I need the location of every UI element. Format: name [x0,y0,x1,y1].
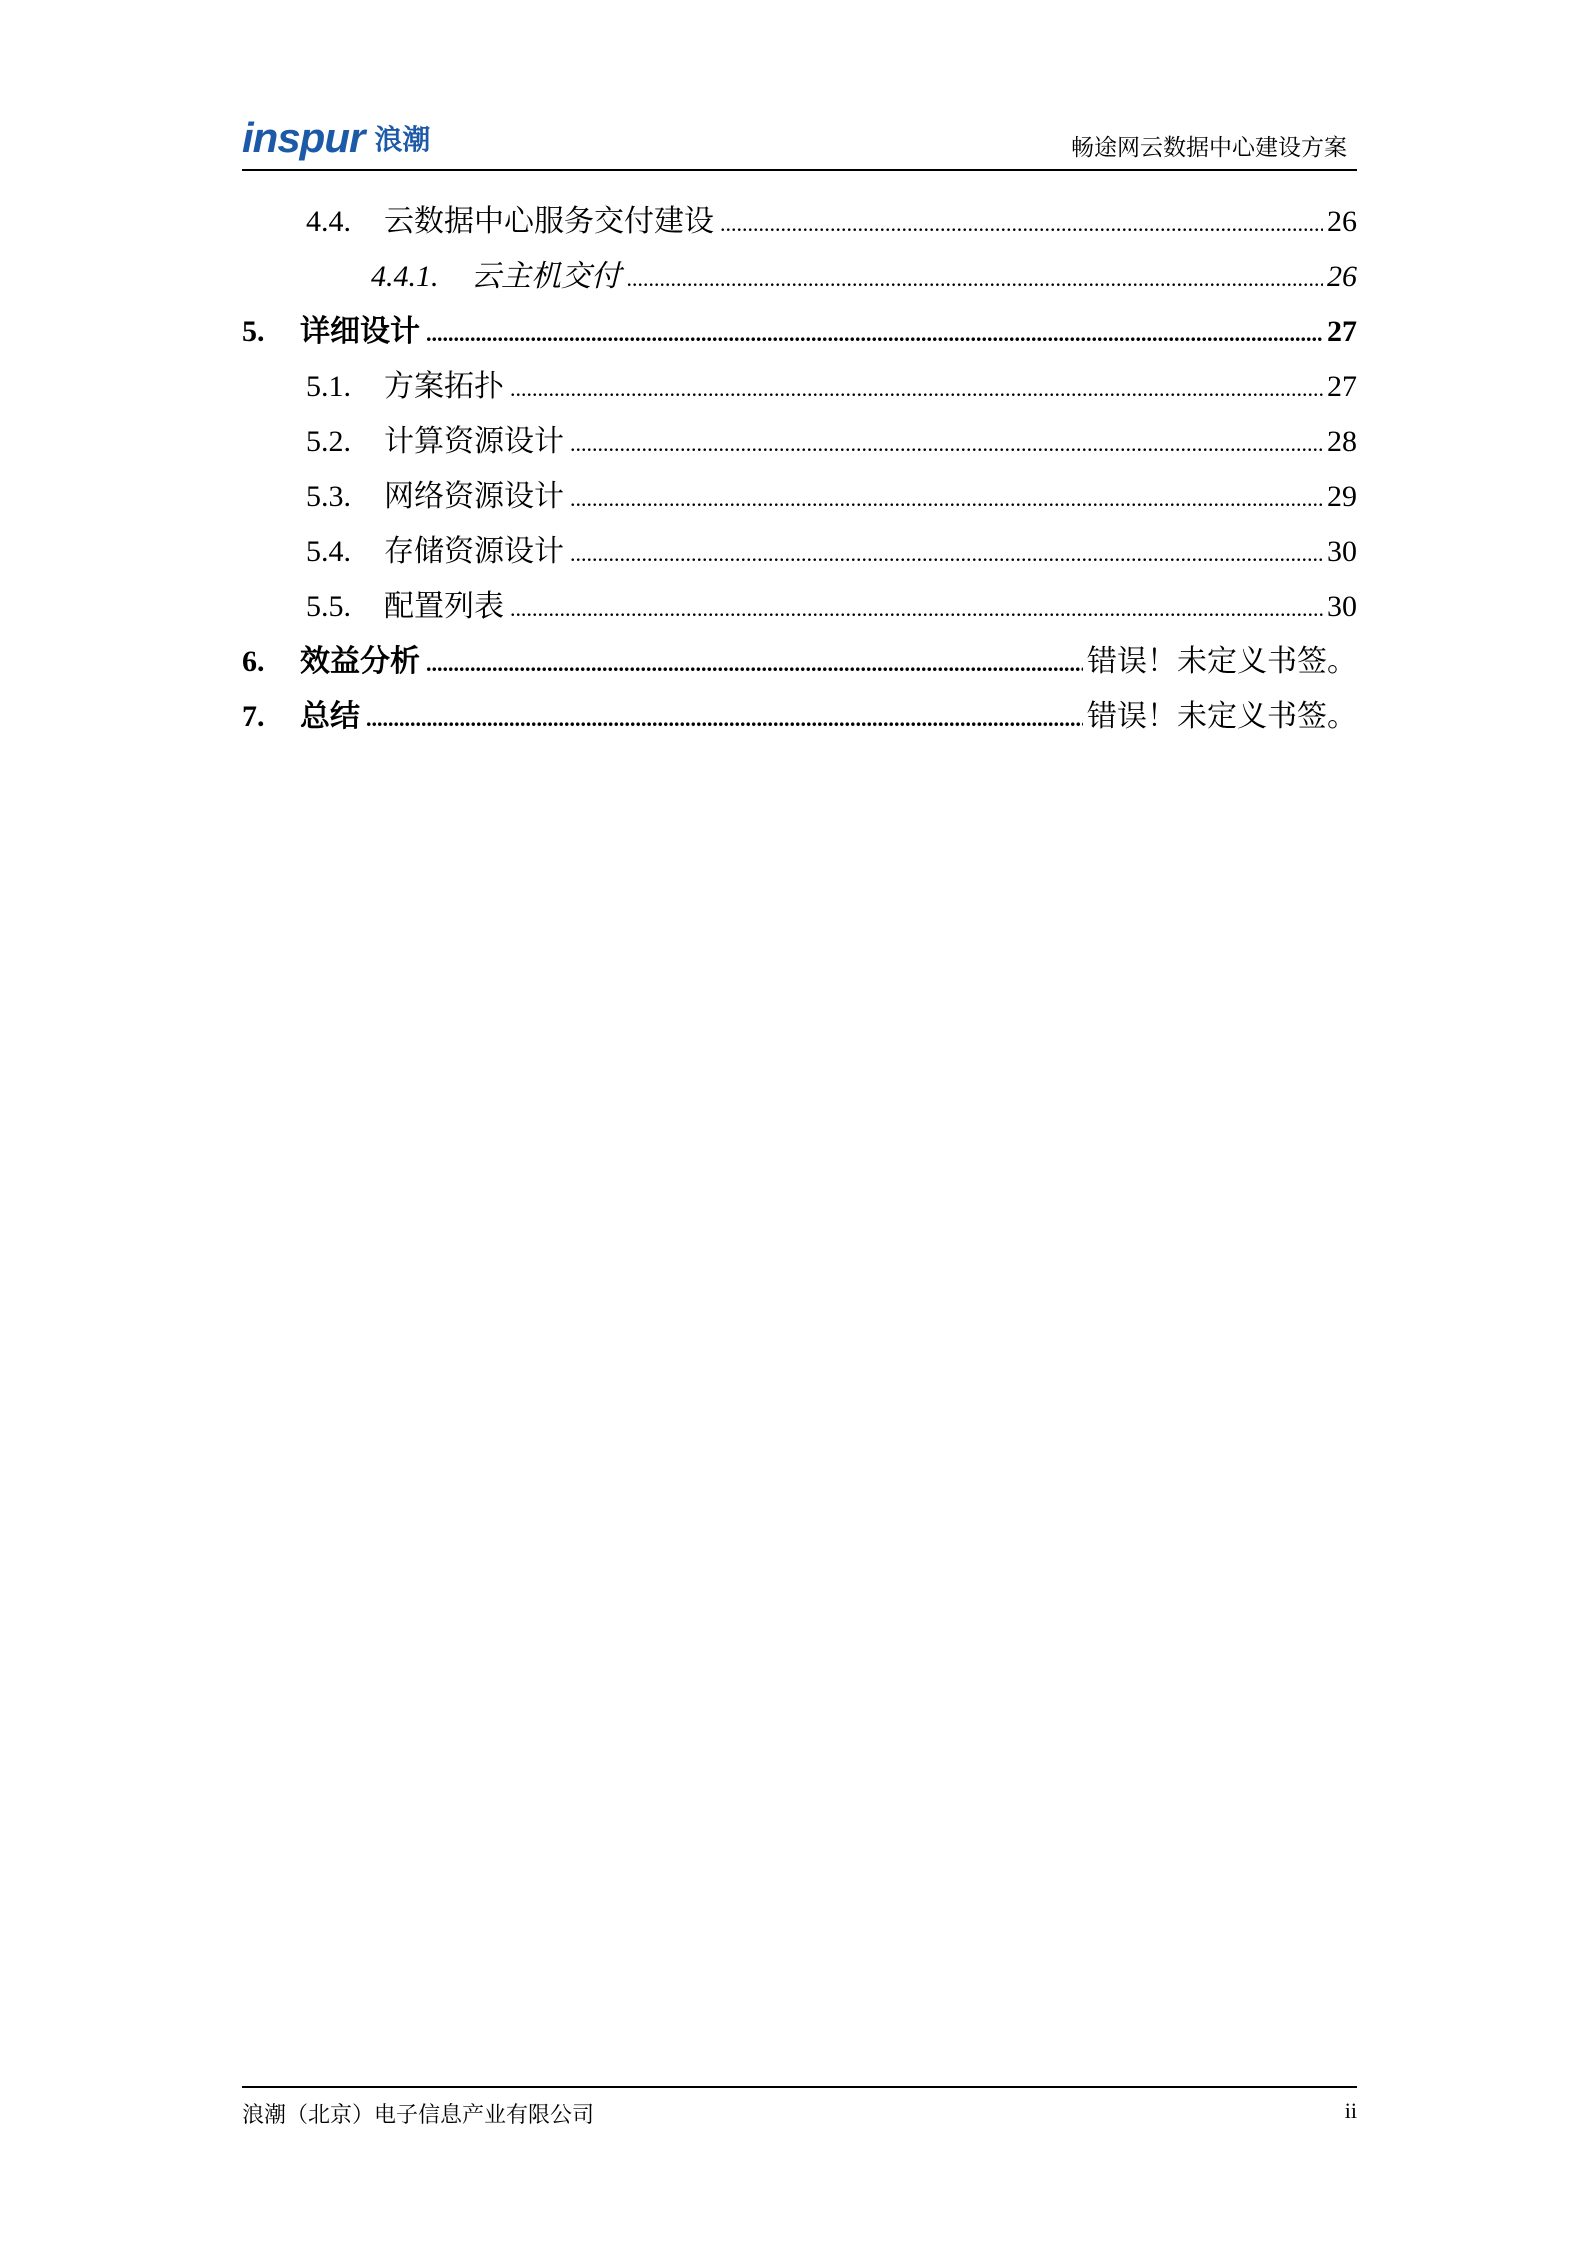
toc-entry[interactable] [242,532,1357,587]
toc-leader [570,532,1323,574]
document-title: 畅途网云数据中心建设方案 [1071,135,1347,160]
header-divider [242,169,1357,171]
inspur-logo [242,112,431,161]
logo-text-en: inspur [242,114,365,161]
toc-leader [510,587,1323,629]
toc-entry[interactable] [242,477,1357,532]
toc-title: 云数据中心服务交付建设 [384,205,714,238]
toc-entry[interactable] [242,312,1357,367]
toc-title: 效益分析 [300,645,420,678]
toc-title: 存储资源设计 [384,535,564,568]
footer-divider [242,2086,1357,2088]
toc-number: 5.1. [306,370,351,403]
toc-number: 5. [242,315,265,348]
toc-number: 5.3. [306,480,351,513]
toc-number: 5.4. [306,535,351,568]
toc-number: 4.4.1. [371,260,439,293]
toc-leader [570,422,1323,464]
toc-title: 方案拓扑 [384,370,504,403]
toc-page: 28 [1327,425,1357,458]
toc-leader [426,642,1083,684]
toc-number: 6. [242,645,265,678]
toc-leader [570,477,1323,519]
toc-entry[interactable] [242,202,1357,257]
toc-entry[interactable] [242,697,1357,752]
toc-page: 错误！未定义书签。 [1087,700,1357,733]
toc-entry[interactable] [242,257,1357,312]
toc-leader [366,697,1083,739]
toc-page: 26 [1327,260,1357,293]
toc-leader [720,202,1323,244]
toc-page: 27 [1327,370,1357,403]
toc-page: 29 [1327,480,1357,513]
footer-page-number: ii [1344,2098,1357,2123]
toc-number: 7. [242,700,265,733]
toc-entry[interactable] [242,642,1357,697]
toc-entry[interactable] [242,587,1357,642]
toc-page: 26 [1327,205,1357,238]
toc-title: 网络资源设计 [384,480,564,513]
table-of-contents [242,202,1357,752]
toc-title: 云主机交付 [471,260,621,293]
toc-page: 30 [1327,590,1357,623]
toc-leader [627,257,1323,299]
toc-title: 配置列表 [384,590,504,623]
toc-leader [510,367,1323,409]
toc-number: 5.5. [306,590,351,623]
toc-entry[interactable] [242,422,1357,477]
toc-title: 总结 [300,700,360,733]
toc-page: 30 [1327,535,1357,568]
toc-entry[interactable] [242,367,1357,422]
toc-title: 详细设计 [300,315,420,348]
toc-number: 4.4. [306,205,351,238]
toc-page: 27 [1327,315,1357,348]
toc-title: 计算资源设计 [384,425,564,458]
toc-page: 错误！未定义书签。 [1087,645,1357,678]
toc-leader [426,312,1323,354]
logo-text-cn: 浪潮 [374,123,431,156]
footer-company: 浪潮（北京）电子信息产业有限公司 [242,2102,595,2127]
toc-number: 5.2. [306,425,351,458]
